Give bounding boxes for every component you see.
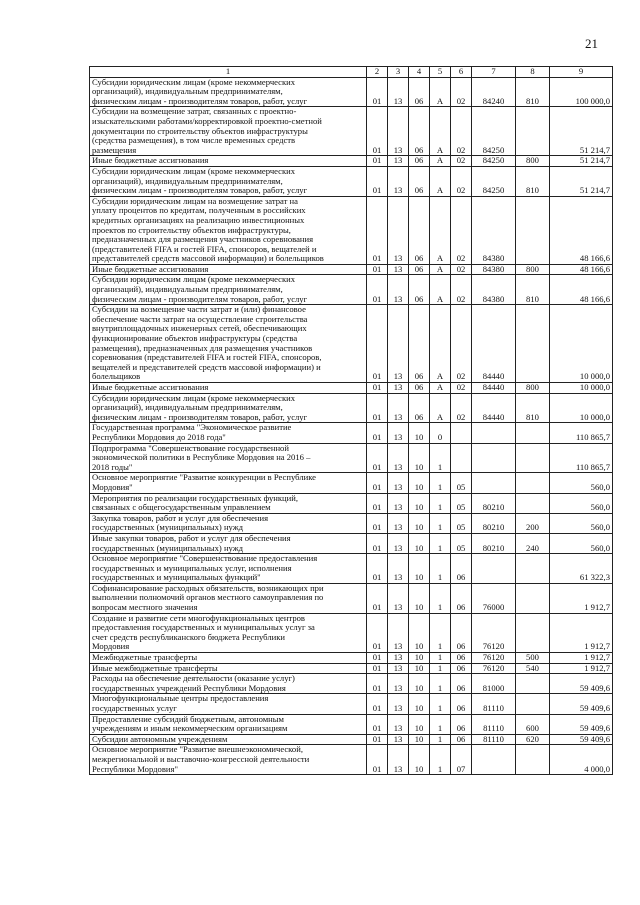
table-row — [90, 583, 613, 613]
row-cell-c5: А — [430, 156, 451, 167]
row-cell-c4: 06 — [409, 275, 430, 305]
row-description: Основное мероприятие "Развитие внешнеэкономической, межрегиональной и выставочно-конгрессной деятельности Республики Мордовия" — [90, 745, 367, 775]
row-cell-c7: 84240 — [472, 77, 516, 107]
table-row — [90, 694, 613, 714]
row-description: Иные бюджетные ассигнования — [90, 156, 367, 167]
row-description: Многофункциональные центры предоставления государственных услуг — [90, 694, 367, 714]
row-cell-c3: 13 — [388, 734, 409, 745]
row-cell-c8: 800 — [516, 156, 550, 167]
row-cell-c5: 1 — [430, 473, 451, 493]
row-cell-c8 — [516, 493, 550, 513]
row-cell-c3: 13 — [388, 423, 409, 443]
table-row — [90, 613, 613, 652]
row-cell-c3: 13 — [388, 513, 409, 533]
row-cell-c4: 10 — [409, 674, 430, 694]
row-cell-c8 — [516, 473, 550, 493]
row-cell-c4: 10 — [409, 423, 430, 443]
row-cell-c7: 84380 — [472, 196, 516, 264]
row-cell-c9: 51 214,7 — [550, 107, 613, 156]
column-header: 7 — [472, 67, 516, 78]
row-cell-c8 — [516, 745, 550, 775]
row-cell-c7: 80210 — [472, 513, 516, 533]
row-cell-c7: 80210 — [472, 493, 516, 513]
row-cell-c6: 06 — [451, 583, 472, 613]
row-cell-c5: А — [430, 107, 451, 156]
row-cell-c4: 06 — [409, 107, 430, 156]
row-cell-c6: 06 — [451, 613, 472, 652]
table-row — [90, 264, 613, 275]
row-cell-c5: 1 — [430, 583, 451, 613]
row-cell-c9: 1 912,7 — [550, 583, 613, 613]
column-header: 5 — [430, 67, 451, 78]
row-cell-c6: 06 — [451, 734, 472, 745]
row-cell-c5: 1 — [430, 734, 451, 745]
row-cell-c5: А — [430, 196, 451, 264]
row-cell-c8 — [516, 196, 550, 264]
row-cell-c2: 01 — [367, 745, 388, 775]
row-cell-c4: 06 — [409, 393, 430, 423]
row-cell-c8 — [516, 423, 550, 443]
table-row — [90, 383, 613, 394]
row-cell-c7: 84440 — [472, 393, 516, 423]
row-cell-c7 — [472, 554, 516, 584]
row-cell-c3: 13 — [388, 305, 409, 383]
row-cell-c7: 81110 — [472, 694, 516, 714]
row-cell-c8: 200 — [516, 513, 550, 533]
row-cell-c8: 800 — [516, 264, 550, 275]
row-cell-c5: А — [430, 166, 451, 196]
row-cell-c4: 10 — [409, 734, 430, 745]
row-cell-c4: 10 — [409, 694, 430, 714]
row-cell-c5: 1 — [430, 533, 451, 553]
row-description: Предоставление субсидий бюджетным, автономным учреждениям и иным некоммерческим организациям — [90, 714, 367, 734]
row-cell-c4: 06 — [409, 264, 430, 275]
row-cell-c4: 10 — [409, 745, 430, 775]
row-cell-c8: 620 — [516, 734, 550, 745]
row-cell-c3: 13 — [388, 583, 409, 613]
row-cell-c3: 13 — [388, 275, 409, 305]
row-cell-c2: 01 — [367, 583, 388, 613]
row-cell-c7: 84250 — [472, 166, 516, 196]
column-header: 3 — [388, 67, 409, 78]
row-cell-c7: 81110 — [472, 734, 516, 745]
row-description: Основное мероприятие "Совершенствование предоставления государственных и муниципальных услуг, исполнения государственных и муниципальных функций" — [90, 554, 367, 584]
row-cell-c2: 01 — [367, 196, 388, 264]
row-cell-c7 — [472, 423, 516, 443]
row-cell-c7 — [472, 745, 516, 775]
row-cell-c8 — [516, 107, 550, 156]
row-cell-c7: 81110 — [472, 714, 516, 734]
row-cell-c3: 13 — [388, 473, 409, 493]
row-cell-c5: А — [430, 77, 451, 107]
row-cell-c6: 05 — [451, 513, 472, 533]
row-cell-c9: 59 409,6 — [550, 714, 613, 734]
row-cell-c3: 13 — [388, 166, 409, 196]
row-cell-c9: 10 000,0 — [550, 305, 613, 383]
row-cell-c8 — [516, 613, 550, 652]
row-cell-c9: 110 865,7 — [550, 423, 613, 443]
row-cell-c6: 02 — [451, 383, 472, 394]
row-cell-c6: 06 — [451, 714, 472, 734]
row-cell-c9: 59 409,6 — [550, 734, 613, 745]
row-cell-c8: 810 — [516, 77, 550, 107]
table-body — [90, 77, 613, 775]
row-cell-c6: 07 — [451, 745, 472, 775]
row-cell-c2: 01 — [367, 383, 388, 394]
row-cell-c5: 1 — [430, 694, 451, 714]
row-cell-c3: 13 — [388, 533, 409, 553]
row-cell-c9: 560,0 — [550, 533, 613, 553]
row-cell-c7: 76000 — [472, 583, 516, 613]
row-description: Субсидии на возмещение затрат, связанных с проектно- изыскательскими работами/корректировкой проектно-сметной документации по строительству объектов инфраструктуры (средства размещения), в том числе временных средств размещения — [90, 107, 367, 156]
row-cell-c9: 4 000,0 — [550, 745, 613, 775]
row-cell-c4: 06 — [409, 196, 430, 264]
row-cell-c3: 13 — [388, 156, 409, 167]
row-cell-c8 — [516, 554, 550, 584]
row-cell-c4: 10 — [409, 554, 430, 584]
row-cell-c5: 1 — [430, 653, 451, 664]
row-cell-c9: 59 409,6 — [550, 674, 613, 694]
row-description: Иные бюджетные ассигнования — [90, 264, 367, 275]
column-header: 6 — [451, 67, 472, 78]
column-number-row — [90, 67, 613, 78]
row-cell-c2: 01 — [367, 554, 388, 584]
row-cell-c7: 84380 — [472, 275, 516, 305]
row-cell-c5: А — [430, 275, 451, 305]
row-cell-c8 — [516, 443, 550, 473]
row-cell-c8: 810 — [516, 275, 550, 305]
row-cell-c4: 10 — [409, 663, 430, 674]
row-cell-c4: 10 — [409, 443, 430, 473]
row-cell-c6: 02 — [451, 196, 472, 264]
row-cell-c9: 10 000,0 — [550, 383, 613, 394]
row-cell-c4: 10 — [409, 493, 430, 513]
row-description: Государственная программа "Экономическое развитие Республики Мордовия до 2018 года" — [90, 423, 367, 443]
row-cell-c6: 02 — [451, 166, 472, 196]
row-cell-c9: 1 912,7 — [550, 663, 613, 674]
row-cell-c2: 01 — [367, 305, 388, 383]
row-description: Закупка товаров, работ и услуг для обеспечения государственных (муниципальных) нужд — [90, 513, 367, 533]
row-cell-c5: 1 — [430, 745, 451, 775]
row-cell-c4: 06 — [409, 156, 430, 167]
row-cell-c2: 01 — [367, 493, 388, 513]
row-cell-c9: 10 000,0 — [550, 393, 613, 423]
row-cell-c7: 84380 — [472, 264, 516, 275]
row-cell-c8: 500 — [516, 653, 550, 664]
row-cell-c2: 01 — [367, 694, 388, 714]
row-cell-c4: 10 — [409, 653, 430, 664]
row-cell-c7: 84440 — [472, 305, 516, 383]
row-cell-c5: 1 — [430, 613, 451, 652]
row-cell-c9: 560,0 — [550, 493, 613, 513]
row-cell-c7: 81000 — [472, 674, 516, 694]
row-cell-c2: 01 — [367, 473, 388, 493]
table-row — [90, 77, 613, 107]
column-header: 2 — [367, 67, 388, 78]
row-cell-c8: 540 — [516, 663, 550, 674]
row-cell-c3: 13 — [388, 77, 409, 107]
row-cell-c6: 06 — [451, 674, 472, 694]
row-description: Субсидии автономным учреждениям — [90, 734, 367, 745]
row-cell-c9: 560,0 — [550, 473, 613, 493]
row-cell-c3: 13 — [388, 443, 409, 473]
row-description: Основное мероприятие "Развитие конкуренции в Республике Мордовия" — [90, 473, 367, 493]
row-cell-c3: 13 — [388, 383, 409, 394]
row-description: Софинансирование расходных обязательств, возникающих при выполнении полномочий органов местного самоуправления по вопросам местного значения — [90, 583, 367, 613]
row-cell-c5: 1 — [430, 674, 451, 694]
row-description: Субсидии юридическим лицам (кроме некоммерческих организаций), индивидуальным предпринимателям, физическим лицам - производителям товаров, работ, услуг — [90, 166, 367, 196]
row-cell-c3: 13 — [388, 694, 409, 714]
table-row — [90, 107, 613, 156]
table-row — [90, 533, 613, 553]
row-cell-c3: 13 — [388, 745, 409, 775]
row-cell-c2: 01 — [367, 533, 388, 553]
row-cell-c8: 810 — [516, 166, 550, 196]
table-row — [90, 275, 613, 305]
row-description: Субсидии юридическим лицам на возмещение затрат на уплату процентов по кредитам, полученным в российских кредитных организациях на реализацию инвестиционных проектов по строительству объектов инфраструктуры, предназначенных для размещения участников соревнования (представителей FIFA и гостей FIFA, спонсоров, вещателей и представителей средств массовой информации) и болельщиков — [90, 196, 367, 264]
row-cell-c6: 02 — [451, 305, 472, 383]
table-row — [90, 493, 613, 513]
table-row — [90, 674, 613, 694]
table-row — [90, 745, 613, 775]
row-cell-c6: 02 — [451, 156, 472, 167]
column-header: 1 — [90, 67, 367, 78]
table-row — [90, 156, 613, 167]
column-header: 9 — [550, 67, 613, 78]
row-cell-c3: 13 — [388, 393, 409, 423]
row-cell-c5: 1 — [430, 513, 451, 533]
row-description: Субсидии юридическим лицам (кроме некоммерческих организаций), индивидуальным предпринимателям, физическим лицам - производителям товаров, работ, услуг — [90, 393, 367, 423]
row-cell-c8: 810 — [516, 393, 550, 423]
column-header: 4 — [409, 67, 430, 78]
row-cell-c3: 13 — [388, 493, 409, 513]
row-cell-c4: 06 — [409, 305, 430, 383]
row-cell-c9: 1 912,7 — [550, 653, 613, 664]
row-cell-c6: 06 — [451, 694, 472, 714]
table-row — [90, 423, 613, 443]
row-cell-c9: 51 214,7 — [550, 166, 613, 196]
row-cell-c5: А — [430, 383, 451, 394]
row-cell-c7: 84440 — [472, 383, 516, 394]
row-description: Субсидии юридическим лицам (кроме некоммерческих организаций), индивидуальным предпринимателям, физическим лицам - производителям товаров, работ, услуг — [90, 77, 367, 107]
row-cell-c5: 1 — [430, 493, 451, 513]
row-cell-c6: 06 — [451, 554, 472, 584]
row-cell-c9: 48 166,6 — [550, 196, 613, 264]
budget-table — [89, 66, 613, 775]
row-cell-c7: 80210 — [472, 533, 516, 553]
row-cell-c5: 0 — [430, 423, 451, 443]
row-cell-c7: 84250 — [472, 156, 516, 167]
table-row — [90, 166, 613, 196]
row-description: Создание и развитие сети многофункциональных центров предоставления государственных и муниципальных услуг за счет средств республиканского бюджета Республики Мордовия — [90, 613, 367, 652]
row-cell-c6 — [451, 443, 472, 473]
table-row — [90, 513, 613, 533]
row-cell-c3: 13 — [388, 613, 409, 652]
row-cell-c7: 76120 — [472, 613, 516, 652]
table-row — [90, 554, 613, 584]
row-description: Субсидии юридическим лицам (кроме некоммерческих организаций), индивидуальным предпринимателям, физическим лицам - производителям товаров, работ, услуг — [90, 275, 367, 305]
table-row — [90, 714, 613, 734]
table-row — [90, 473, 613, 493]
row-cell-c8: 800 — [516, 383, 550, 394]
table-row — [90, 443, 613, 473]
row-cell-c4: 10 — [409, 583, 430, 613]
row-cell-c4: 06 — [409, 166, 430, 196]
row-cell-c2: 01 — [367, 714, 388, 734]
row-cell-c4: 10 — [409, 533, 430, 553]
row-cell-c2: 01 — [367, 107, 388, 156]
row-description: Иные закупки товаров, работ и услуг для обеспечения государственных (муниципальных) нужд — [90, 533, 367, 553]
row-cell-c2: 01 — [367, 613, 388, 652]
table-row — [90, 663, 613, 674]
row-cell-c6: 02 — [451, 393, 472, 423]
row-cell-c6: 02 — [451, 275, 472, 305]
row-cell-c6 — [451, 423, 472, 443]
row-cell-c7 — [472, 473, 516, 493]
row-cell-c3: 13 — [388, 107, 409, 156]
row-cell-c6: 06 — [451, 653, 472, 664]
row-cell-c9: 560,0 — [550, 513, 613, 533]
row-description: Подпрограмма "Совершенствование государственной экономической политики в Республике Мордовия на 2016 – 2018 годы" — [90, 443, 367, 473]
row-cell-c6: 06 — [451, 663, 472, 674]
row-cell-c5: 1 — [430, 663, 451, 674]
row-cell-c8 — [516, 674, 550, 694]
row-cell-c6: 05 — [451, 493, 472, 513]
row-cell-c3: 13 — [388, 663, 409, 674]
row-cell-c9: 48 166,6 — [550, 275, 613, 305]
row-cell-c2: 01 — [367, 443, 388, 473]
row-cell-c3: 13 — [388, 714, 409, 734]
row-cell-c4: 10 — [409, 513, 430, 533]
row-cell-c6: 02 — [451, 77, 472, 107]
row-cell-c6: 05 — [451, 473, 472, 493]
table-row — [90, 653, 613, 664]
row-cell-c6: 05 — [451, 533, 472, 553]
row-cell-c3: 13 — [388, 554, 409, 584]
row-cell-c3: 13 — [388, 196, 409, 264]
row-cell-c2: 01 — [367, 734, 388, 745]
row-description: Субсидии на возмещение части затрат и (или) финансовое обеспечение части затрат на осуществление строительства внутриплощадочных инженерных сетей, обеспечивающих функционирование объектов инфраструктуры (средства размещения), предназначенных для размещения участников соревнования (представителей FIFA и гостей FIFA, спонсоров, вещателей и представителей средств массовой информации) и болельщиков — [90, 305, 367, 383]
row-cell-c8: 240 — [516, 533, 550, 553]
row-cell-c9: 1 912,7 — [550, 613, 613, 652]
row-cell-c5: 1 — [430, 443, 451, 473]
row-cell-c2: 01 — [367, 663, 388, 674]
row-description: Расходы на обеспечение деятельности (оказание услуг) государственных учреждений Республики Мордовия — [90, 674, 367, 694]
row-cell-c9: 110 865,7 — [550, 443, 613, 473]
row-cell-c5: 1 — [430, 554, 451, 584]
row-cell-c9: 59 409,6 — [550, 694, 613, 714]
table-row — [90, 196, 613, 264]
row-cell-c9: 51 214,7 — [550, 156, 613, 167]
row-cell-c9: 61 322,3 — [550, 554, 613, 584]
row-cell-c9: 48 166,6 — [550, 264, 613, 275]
row-cell-c2: 01 — [367, 393, 388, 423]
row-cell-c4: 10 — [409, 613, 430, 652]
row-description: Иные бюджетные ассигнования — [90, 383, 367, 394]
table-row — [90, 734, 613, 745]
row-cell-c6: 02 — [451, 264, 472, 275]
row-description: Иные межбюджетные трансферты — [90, 663, 367, 674]
row-cell-c7: 84250 — [472, 107, 516, 156]
row-cell-c6: 02 — [451, 107, 472, 156]
row-cell-c2: 01 — [367, 156, 388, 167]
row-cell-c2: 01 — [367, 653, 388, 664]
row-cell-c7: 76120 — [472, 663, 516, 674]
row-cell-c3: 13 — [388, 264, 409, 275]
row-cell-c2: 01 — [367, 423, 388, 443]
row-cell-c8 — [516, 305, 550, 383]
row-cell-c7: 76120 — [472, 653, 516, 664]
column-header: 8 — [516, 67, 550, 78]
row-cell-c2: 01 — [367, 77, 388, 107]
row-cell-c4: 10 — [409, 714, 430, 734]
row-cell-c2: 01 — [367, 513, 388, 533]
table-row — [90, 393, 613, 423]
row-cell-c4: 10 — [409, 473, 430, 493]
row-cell-c2: 01 — [367, 264, 388, 275]
row-cell-c9: 100 000,0 — [550, 77, 613, 107]
row-description: Межбюджетные трансферты — [90, 653, 367, 664]
row-cell-c8 — [516, 694, 550, 714]
row-description: Мероприятия по реализации государственных функций, связанных с общегосударственным управлением — [90, 493, 367, 513]
row-cell-c5: А — [430, 305, 451, 383]
row-cell-c8: 600 — [516, 714, 550, 734]
row-cell-c4: 06 — [409, 383, 430, 394]
row-cell-c2: 01 — [367, 674, 388, 694]
row-cell-c3: 13 — [388, 674, 409, 694]
row-cell-c2: 01 — [367, 166, 388, 196]
row-cell-c5: А — [430, 393, 451, 423]
row-cell-c2: 01 — [367, 275, 388, 305]
row-cell-c7 — [472, 443, 516, 473]
row-cell-c8 — [516, 583, 550, 613]
row-cell-c4: 06 — [409, 77, 430, 107]
page-number: 21 — [585, 36, 598, 51]
row-cell-c5: А — [430, 264, 451, 275]
row-cell-c3: 13 — [388, 653, 409, 664]
table-row — [90, 305, 613, 383]
row-cell-c5: 1 — [430, 714, 451, 734]
